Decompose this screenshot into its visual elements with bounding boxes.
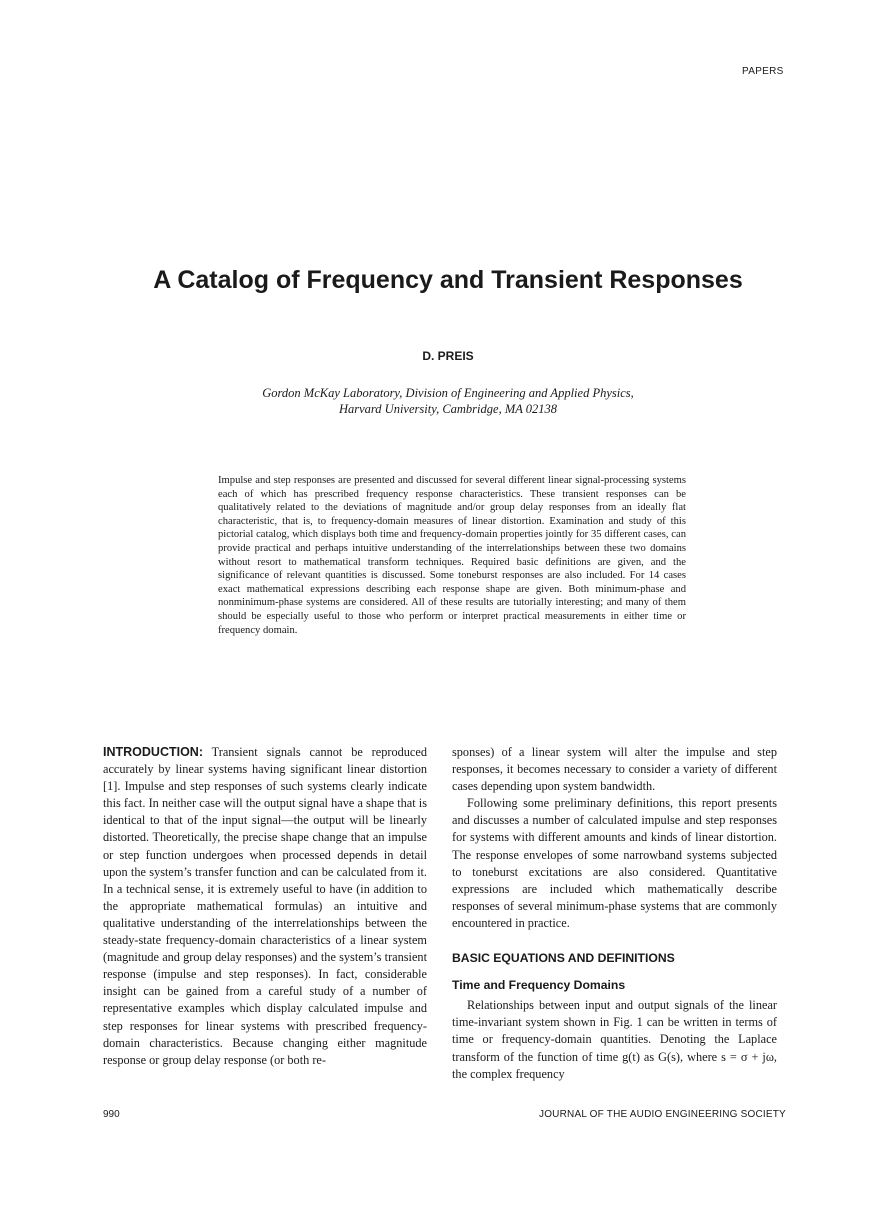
right-paragraph-1: sponses) of a linear system will alter the impulse and step responses, it becomes necessary to consider a variety of different cases depending upon system bandwidth. bbox=[452, 745, 777, 794]
intro-heading: INTRODUCTION: bbox=[103, 745, 203, 759]
journal-name: JOURNAL OF THE AUDIO ENGINEERING SOCIETY bbox=[539, 1109, 786, 1120]
body-column-left bbox=[103, 744, 427, 1069]
intro-paragraph bbox=[103, 744, 427, 1069]
affiliation-line-1: Gordon McKay Laboratory, Division of Engineering and Applied Physics, bbox=[262, 386, 634, 400]
page-number: 990 bbox=[103, 1109, 120, 1120]
section-heading: BASIC EQUATIONS AND DEFINITIONS bbox=[452, 951, 675, 966]
affiliation bbox=[0, 386, 896, 417]
running-head: PAPERS bbox=[742, 66, 784, 77]
intro-text: Transient signals cannot be reproduced accurately by linear systems having significant linear distortion [1]. Impulse and step responses of such systems clearly indicate this fact. In neither case will the output signal have a shape that is identical to that of the input signal—the output will be linearly distorted. Theoretically, the precise shape change that an impulse or step function undergoes when processed depends in detail upon the system’s transfer function and can be calculated from it. In a technical sense, it is extremely useful to have (in addition to the appropriate mathematical formulas) an intuitive and qualitative understanding of the interrelationships between the steady-state frequency-domain characteristics of a linear system (magnitude and group delay responses) and the system’s transient response (impulse and step responses). In fact, considerable insight can be gained from a careful study of a number of representative examples which display calculated impulse and step responses for linear systems with prescribed frequency-domain characteristics. Because changing either magnitude response or group delay response (or both re- bbox=[103, 745, 427, 1067]
subsection-heading: Time and Frequency Domains bbox=[452, 978, 626, 993]
body-column-right bbox=[452, 744, 777, 1083]
right-paragraph-2: Following some preliminary definitions, this report presents and discusses a number of calculated impulse and step responses for systems with different amounts and kinds of linear distortion. The response envelopes of some narrowband systems subjected to toneburst excitations are also considered. Quantitative expressions are included which mathematically describe responses of several minimum-phase systems that are commonly encountered in practice. bbox=[452, 796, 777, 930]
abstract: Impulse and step responses are presented and discussed for several different linear signal-processing systems each of which has prescribed frequency response characteristics. These transient responses can be qualitatively related to the deviations of magnitude and/or group delay responses from an ideally flat characteristic, that is, to frequency-domain measures of linear distortion. Examination and study of this pictorial catalog, which displays both time and frequency-domain properties jointly for 35 different cases, can provide practical and perhaps intuitive understanding of the interrelationships between these two domains without resort to mathematical transform techniques. Required basic definitions are given, and the significance of relevant quantities is discussed. Some toneburst responses are also included. For 14 cases exact mathematical expressions describing each response shape are given. Both minimum-phase and nonminimum-phase systems are considered. All of these results are tutorially interesting; and many of them should be especially useful to those who perform or interpret practical measurements in either time or frequency domain. bbox=[218, 475, 686, 636]
affiliation-line-2: Harvard University, Cambridge, MA 02138 bbox=[338, 401, 558, 416]
author-name: D. PREIS bbox=[422, 349, 474, 363]
right-paragraph-3: Relationships between input and output signals of the linear time-invariant system shown in Fig. 1 can be written in terms of time or frequency-domain quantities. Denoting the Laplace transform of the function of time g(t) as G(s), where s = σ + jω, the complex frequency bbox=[452, 998, 777, 1081]
paper-title: A Catalog of Frequency and Transient Responses bbox=[153, 266, 743, 294]
